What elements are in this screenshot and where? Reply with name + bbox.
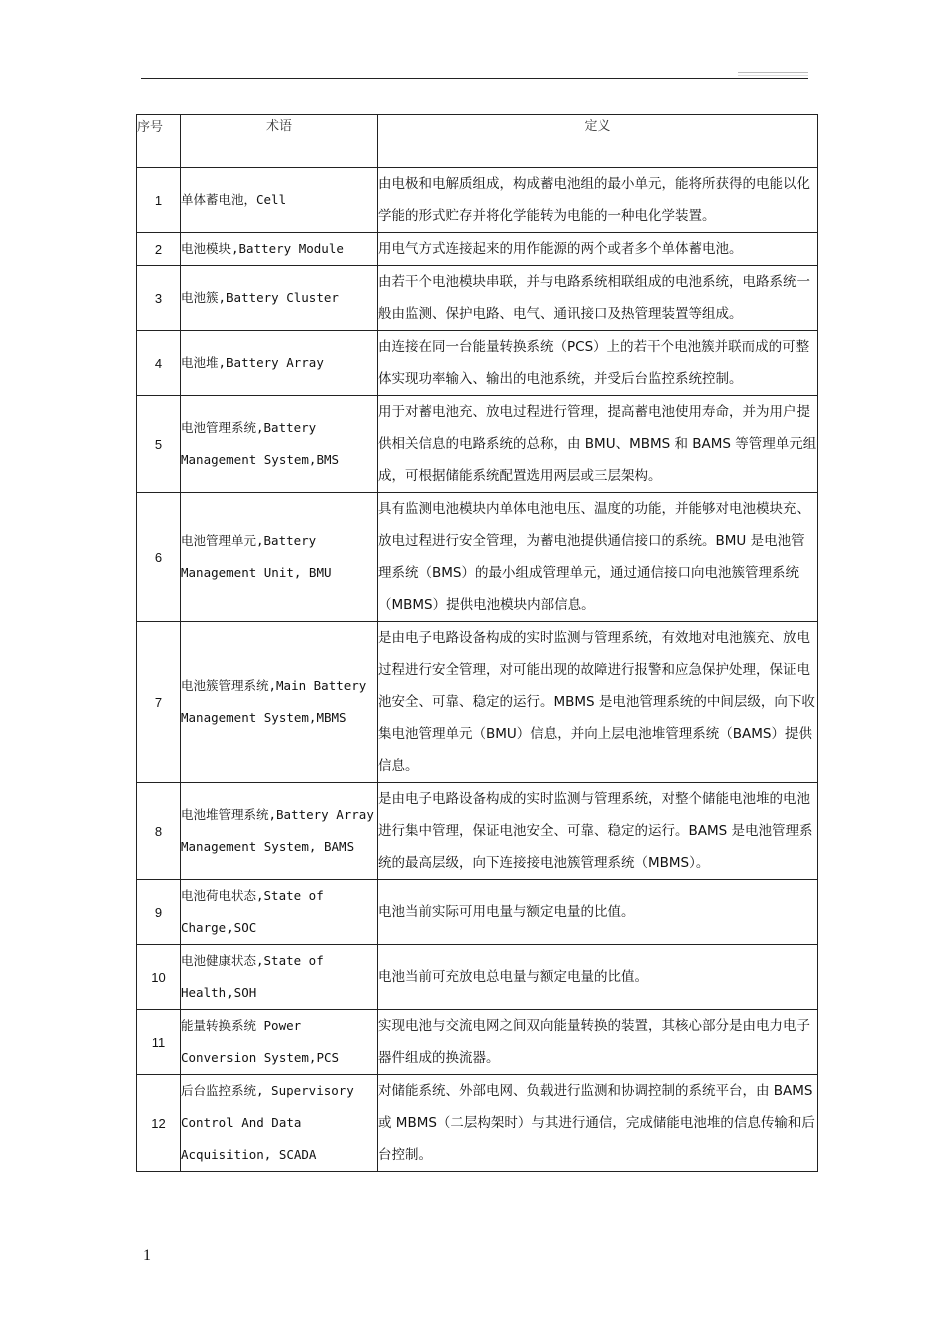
table-row [137,168,818,233]
row-index: 2 [137,233,181,266]
header-mark-secondary [738,75,808,76]
row-index: 10 [137,945,181,1010]
table-row [137,266,818,331]
row-definition: 电池当前可充放电总电量与额定电量的比值。 [378,945,818,1010]
table-row [137,233,818,266]
row-term: 后台监控系统, Supervisory Control And Data Acquisition, SCADA [181,1075,378,1172]
row-term: 能量转换系统 Power Conversion System,PCS [181,1010,378,1075]
row-definition: 用于对蓄电池充、放电过程进行管理，提高蓄电池使用寿命，并为用户提供相关信息的电路系统的总称，由 BMU、MBMS 和 BAMS 等管理单元组成，可根据储能系统配置选用两层或三层架构。 [378,396,818,493]
row-definition: 是由电子电路设备构成的实时监测与管理系统，有效地对电池簇充、放电过程进行安全管理，对可能出现的故障进行报警和应急保护处理，保证电池安全、可靠、稳定的运行。MBMS 是电池管理系统的中间层级，向下收集电池管理单元（BMU）信息，并向上层电池堆管理系统（BAMS）提供信息。 [378,622,818,783]
table-row [137,945,818,1010]
row-definition: 实现电池与交流电网之间双向能量转换的装置，其核心部分是由电力电子器件组成的换流器。 [378,1010,818,1075]
header-term: 术语 [181,115,378,168]
row-definition: 对储能系统、外部电网、负载进行监测和协调控制的系统平台，由 BAMS 或 MBMS（二层构架时）与其进行通信，完成储能电池堆的信息传输和后台控制。 [378,1075,818,1172]
row-definition: 由若干个电池模块串联，并与电路系统相联组成的电池系统，电路系统一般由监测、保护电路、电气、通讯接口及热管理装置等组成。 [378,266,818,331]
row-index: 11 [137,1010,181,1075]
row-index: 4 [137,331,181,396]
row-term: 电池管理系统,Battery Management System,BMS [181,396,378,493]
row-index: 3 [137,266,181,331]
row-term: 电池模块,Battery Module [181,233,378,266]
page-number: 1 [143,1247,151,1264]
table-header-row [137,115,818,168]
header-definition: 定义 [378,115,818,168]
row-index: 9 [137,880,181,945]
row-index: 5 [137,396,181,493]
row-index: 12 [137,1075,181,1172]
table-row [137,783,818,880]
table-row [137,493,818,622]
table-row [137,331,818,396]
row-definition: 具有监测电池模块内单体电池电压、温度的功能，并能够对电池模块充、放电过程进行安全管理，为蓄电池提供通信接口的系统。BMU 是电池管理系统（BMS）的最小组成管理单元，通过通信接口向电池簇管理系统（MBMS）提供电池模块内部信息。 [378,493,818,622]
row-index: 6 [137,493,181,622]
table-row [137,1010,818,1075]
row-index: 8 [137,783,181,880]
row-term: 电池簇,Battery Cluster [181,266,378,331]
row-definition: 由电极和电解质组成，构成蓄电池组的最小单元，能将所获得的电能以化学能的形式贮存并将化学能转为电能的一种电化学装置。 [378,168,818,233]
row-index: 7 [137,622,181,783]
row-term: 电池堆管理系统,Battery Array Management System, BAMS [181,783,378,880]
table-row [137,396,818,493]
terms-table [136,114,818,1172]
row-term: 电池堆,Battery Array [181,331,378,396]
row-term: 电池健康状态,State of Health,SOH [181,945,378,1010]
row-term: 电池荷电状态,State of Charge,SOC [181,880,378,945]
header-index: 序号 [137,115,181,168]
row-term: 单体蓄电池，Cell [181,168,378,233]
table-row [137,1075,818,1172]
table-row [137,622,818,783]
header-rule [141,78,808,79]
table-row [137,880,818,945]
row-definition: 用电气方式连接起来的用作能源的两个或者多个单体蓄电池。 [378,233,818,266]
row-definition: 电池当前实际可用电量与额定电量的比值。 [378,880,818,945]
row-definition: 是由电子电路设备构成的实时监测与管理系统，对整个储能电池堆的电池进行集中管理，保证电池安全、可靠、稳定的运行。BAMS 是电池管理系统的最高层级，向下连接接电池簇管理系统（MBMS）。 [378,783,818,880]
header-mark [738,72,808,73]
row-definition: 由连接在同一台能量转换系统（PCS）上的若干个电池簇并联而成的可整体实现功率输入、输出的电池系统，并受后台监控系统控制。 [378,331,818,396]
row-term: 电池管理单元,Battery Management Unit, BMU [181,493,378,622]
row-index: 1 [137,168,181,233]
row-term: 电池簇管理系统,Main Battery Management System,MBMS [181,622,378,783]
